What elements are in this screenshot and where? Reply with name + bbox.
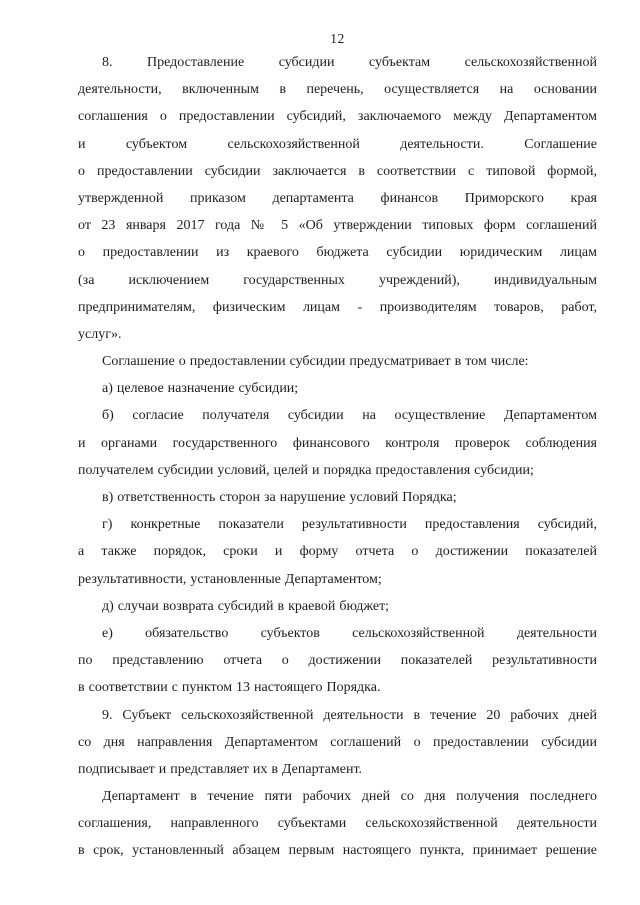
text-line: и субъектом сельскохозяйственной деятельности. Соглашение: [78, 136, 597, 152]
text-line: получателем субсидии условий, целей и порядка предоставления субсидии;: [78, 462, 534, 478]
paragraph-point-8: [78, 49, 597, 348]
text-line: а) целевое назначение субсидии;: [102, 381, 299, 397]
text-line: 9. Субъект сельскохозяйственной деятельности в течение 20 рабочих дней: [102, 707, 597, 723]
paragraph-point-9: [78, 702, 597, 784]
paragraph-item-a: [78, 375, 597, 402]
text-line: результативности, установленные Департаментом;: [78, 571, 382, 587]
text-line: Соглашение о предоставлении субсидии предусматривает в том числе:: [102, 354, 529, 370]
paragraph-item-e: [78, 620, 597, 702]
text-line: предпринимателям, физическим лицам - производителям товаров, работ,: [78, 299, 597, 315]
text-line: соглашения, направленного субъектами сельскохозяйственной деятельности: [78, 816, 597, 832]
document-body: [78, 49, 597, 865]
text-line: от 23 января 2017 года № 5 «Об утверждении типовых форм соглашений: [78, 218, 597, 234]
text-line: Департамент в течение пяти рабочих дней со дня получения последнего: [102, 789, 597, 805]
text-line: деятельности, включенным в перечень, осуществляется на основании: [78, 82, 597, 98]
text-line: а также порядок, сроки и форму отчета о достижении показателей: [78, 544, 597, 560]
text-line: услуг».: [78, 326, 122, 342]
text-line: со дня направления Департаментом соглашений о предоставлении субсидии: [78, 734, 597, 750]
text-line: 8. Предоставление субсидии субъектам сельскохозяйственной: [102, 55, 597, 70]
text-line: утвержденной приказом департамента финансов Приморского края: [78, 190, 597, 206]
paragraph-item-g: [78, 511, 597, 593]
paragraph-item-d: [78, 593, 597, 620]
text-line: и органами государственного финансового контроля проверок соблюдения: [78, 435, 597, 451]
paragraph-agreement-intro: [78, 348, 597, 375]
text-line: по представлению отчета о достижении показателей результативности: [78, 653, 597, 669]
text-line: о предоставлении из краевого бюджета субсидии юридическим лицам: [78, 245, 597, 261]
paragraph-item-v: [78, 484, 597, 511]
text-line: д) случаи возврата субсидий в краевой бюджет;: [102, 598, 390, 614]
text-line: о предоставлении субсидии заключается в соответствии с типовой формой,: [78, 163, 597, 179]
paragraph-item-b: [78, 402, 597, 484]
text-line: в срок, установленный абзацем первым настоящего пункта, принимает решение: [78, 843, 597, 859]
text-line: е) обязательство субъектов сельскохозяйственной деятельности: [102, 625, 597, 641]
text-line: подписывает и представляет их в Департамент.: [78, 761, 363, 777]
text-line: в) ответственность сторон за нарушение условий Порядка;: [102, 490, 457, 505]
text-line: в соответствии с пунктом 13 настоящего Порядка.: [78, 680, 381, 696]
text-line: соглашения о предоставлении субсидий, заключаемого между Департаментом: [78, 109, 597, 125]
paragraph-department-decision: [78, 783, 597, 865]
text-line: б) согласие получателя субсидии на осуществление Департаментом: [102, 408, 597, 424]
text-line: г) конкретные показатели результативности предоставления субсидий,: [102, 517, 597, 533]
text-line: (за исключением государственных учреждений), индивидуальным: [78, 272, 597, 288]
page-number: 12: [330, 31, 345, 46]
